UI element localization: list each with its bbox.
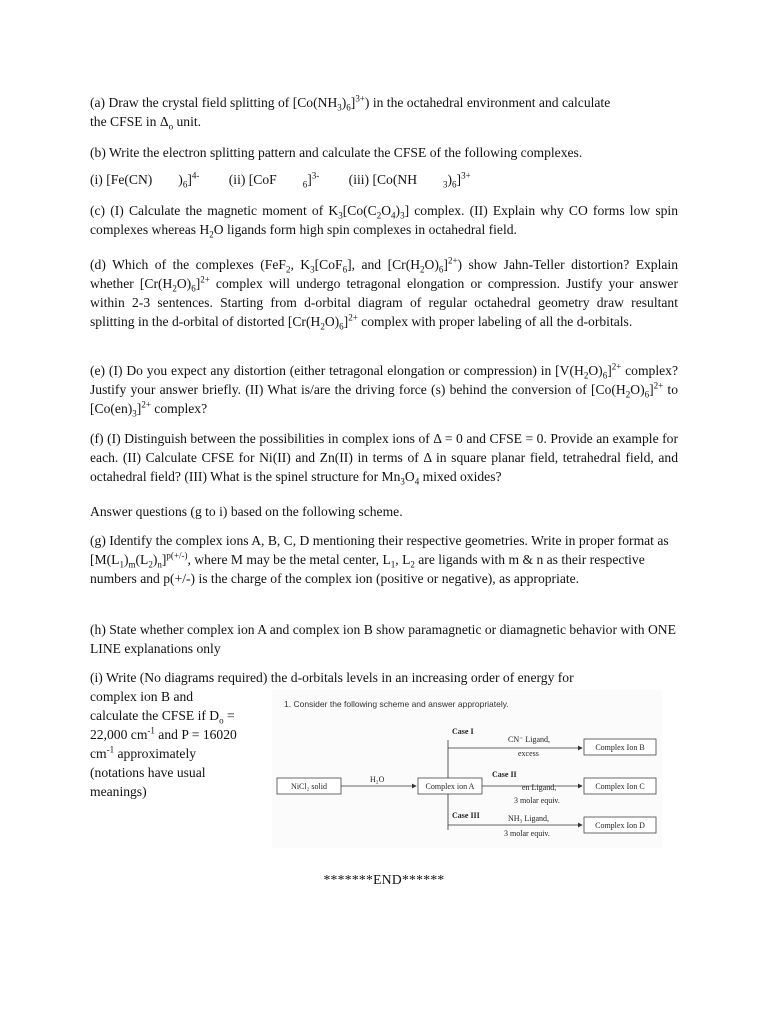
reaction-scheme: [272, 690, 662, 848]
question-f: (f) (I) Distinguish between the possibilities in complex ions of Δ = 0 and CFSE = 0. Provide an example for each. (II) Calculate CFSE for Ni(II) and Zn(II) in terms of Δ in square planar field, tetrahedral field, and octahedral field? (III) What is the spinel structure for $Mn_3O_4$ mixed oxides?: [90, 431, 678, 487]
question-c: (c) (I) Calculate the magnetic moment of $K_3[Co(C_2O_4)_3]$ complex. (II) Explain why CO forms low spin complexes whereas $H_2O$ ligands form high spin complexes in octahedral field.: [90, 203, 678, 240]
question-a: (a) Draw the crystal field splitting of $[Co(NH_3)_6]^{3+}$) in the octahedral environment and calculate the CFSE in $\Delta_o$ unit.: [90, 93, 611, 132]
question-h: (h) State whether complex ion A and complex ion B show paramagnetic or diamagnetic behavior with ONE LINE explanations only: [90, 622, 676, 656]
complex-a-label: Complex ion A: [425, 782, 475, 791]
complex-d-label: Complex Ion D: [595, 821, 645, 830]
scheme-intro: Answer questions (g to i) based on the following scheme.: [90, 504, 403, 519]
case-i-amount: excess: [518, 749, 539, 758]
end-marker: *******END******: [323, 872, 445, 887]
question-g: (g) Identify the complex ions A, B, C, D mentioning their respective geometries. Write in proper format as $[M(L_1)_m(L_2)_n]^{p(+/-)}$, where M may be the metal center, $L_1$, $L_2$ are ligands with m & n as their respective numbers and p(+/-) is the charge of the complex ion (positive or negative), as appropriate.: [90, 533, 669, 586]
question-i: (i) Write (No diagrams required) the d-orbitals levels in an increasing order of energy for complex ion B and calculate the CFSE if $D_o$ = 22,000 $cm^{-1}$ and P = 16020 $cm^{-1}$ approximately (notations have usual meanings): [90, 670, 574, 799]
case-i-ligand: CN⁻ Ligand,: [508, 735, 550, 744]
question-b-complexes: (i) [Fe(CN) )$_6]^{4-}$ (ii) [CoF $_6$]$^{3-}$ (iii) [Co(NH $_3)_6]^{3+}$: [90, 170, 471, 190]
case-ii-ligand: en Ligand,: [522, 783, 557, 792]
case-ii-label: Case II: [492, 770, 517, 779]
question-d: (d) Which of the complexes (FeF$_2$, $K_3[CoF_6]$, and $[Cr(H_2O)_6]^{2+}$) show Jahn-Teller distortion? Explain whether $[Cr(H_2O)_6]^{2+}$ complex will undergo tetragonal elongation or compression. Justify your answer within 2-3 sentences. Starting from d-orbital diagram of regular octahedral geometry draw resultant splitting in the d-orbital of distorted $[Cr(H_2O)_6]^{2+}$ complex with proper labeling of all the d-orbitals.: [90, 255, 678, 332]
case-iii-amount: 3 molar equiv.: [504, 829, 550, 838]
case-iii-ligand: NH₃ Ligand,: [508, 814, 550, 823]
h2o-label: H₂O: [370, 775, 385, 784]
case-iii-label: Case III: [452, 811, 480, 820]
complex-c-label: Complex Ion C: [595, 782, 645, 791]
case-ii-amount: 3 molar equiv.: [514, 796, 560, 805]
complex-b-label: Complex Ion B: [595, 743, 645, 752]
nicl2-label: NiCl₂ solid: [291, 782, 327, 791]
question-b: (b) Write the electron splitting pattern and calculate the CFSE of the following complexes.: [90, 145, 583, 160]
case-i-label: Case I: [452, 727, 474, 736]
scheme-title: 1. Consider the following scheme and answer appropriately.: [284, 699, 509, 709]
question-e: (e) (I) Do you expect any distortion (either tetragonal elongation or compression) in $[V(H_2O)_6]^{2+}$ complex? Justify your answer briefly. (II) What is/are the driving force (s) behind the conversion of $[Co(H_2O)_6]^{2+}$ to $[Co(en)_3]^{2+}$ complex?: [90, 361, 679, 419]
